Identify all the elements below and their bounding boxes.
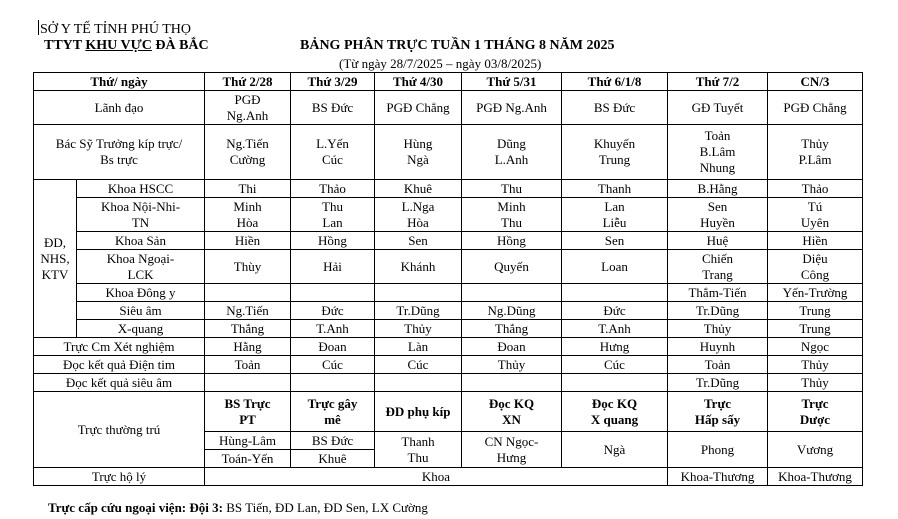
- schedule-cell: Tr.Dũng: [668, 374, 768, 392]
- org-underlined: KHU VỰC: [85, 38, 152, 53]
- schedule-cell: Quyến: [462, 250, 562, 284]
- footer-label: Trực cấp cứu ngoại viện: Đội 3:: [48, 500, 223, 515]
- schedule-cell: [375, 284, 462, 302]
- schedule-cell: Toản: [205, 356, 291, 374]
- schedule-cell: Thi: [205, 180, 291, 198]
- schedule-cell: GĐ Tuyết: [668, 91, 768, 125]
- schedule-cell: T.Anh: [291, 320, 375, 338]
- schedule-cell: [462, 284, 562, 302]
- schedule-cell: Hùng-Lâm: [205, 432, 291, 450]
- row-after: [34, 356, 863, 374]
- schedule-cell: Thu Lan: [291, 198, 375, 232]
- schedule-cell: Toản B.Lâm Nhung: [668, 125, 768, 180]
- row-bac-sy: [34, 125, 863, 180]
- row-label: Khoa Nội-Nhi- TN: [77, 198, 205, 232]
- org-name: SỞ Y TẾ TỈNH PHÚ THỌ: [40, 22, 192, 37]
- row-label: Trực hộ lý: [34, 468, 205, 486]
- row-after: [34, 374, 863, 392]
- schedule-cell: Hồng: [291, 232, 375, 250]
- schedule-cell: Minh Hòa: [205, 198, 291, 232]
- org-line-1: [38, 20, 191, 38]
- schedule-cell: Khuê: [375, 180, 462, 198]
- row-label: Khoa Đông y: [77, 284, 205, 302]
- schedule-cell: Đức: [562, 302, 668, 320]
- schedule-cell: PGĐ Chẳng: [768, 91, 863, 125]
- col-header-day: Thứ 3/29: [291, 73, 375, 91]
- schedule-cell: Khánh: [375, 250, 462, 284]
- schedule-cell: Thanh: [562, 180, 668, 198]
- duty-header: Trực Hấp sấy: [668, 392, 768, 432]
- row-group: [34, 232, 863, 250]
- row-after: [34, 338, 863, 356]
- duty-header: Đọc KQ XN: [462, 392, 562, 432]
- schedule-cell: Thu: [462, 180, 562, 198]
- schedule-cell: PGĐ Chẳng: [375, 91, 462, 125]
- schedule-cell: Thắm-Tiến: [668, 284, 768, 302]
- schedule-cell: Loan: [562, 250, 668, 284]
- schedule-cell: Thủy P.Lâm: [768, 125, 863, 180]
- schedule-cell: Hiền: [768, 232, 863, 250]
- col-header-day: Thứ 7/2: [668, 73, 768, 91]
- schedule-cell: Khoa-Thương: [668, 468, 768, 486]
- schedule-cell: B.Hằng: [668, 180, 768, 198]
- schedule-cell: Khuyến Trung: [562, 125, 668, 180]
- schedule-cell: CN Ngọc- Hưng: [462, 432, 562, 468]
- schedule-cell: Huynh: [668, 338, 768, 356]
- schedule-cell: [462, 374, 562, 392]
- schedule-cell: Phong: [668, 432, 768, 468]
- schedule-cell: Cúc: [291, 356, 375, 374]
- row-label: Đọc kết quả siêu âm: [34, 374, 205, 392]
- row-ho-ly: [34, 468, 863, 486]
- row-label: Siêu âm: [77, 302, 205, 320]
- schedule-cell: PGĐ Ng.Anh: [205, 91, 291, 125]
- schedule-cell: [291, 284, 375, 302]
- schedule-cell: Chiến Trang: [668, 250, 768, 284]
- col-header-label: Thứ/ ngày: [34, 73, 205, 91]
- schedule-cell: T.Anh: [562, 320, 668, 338]
- schedule-cell: Sen Huyền: [668, 198, 768, 232]
- schedule-cell: Khoa-Thương: [768, 468, 863, 486]
- col-header-day: Thứ 4/30: [375, 73, 462, 91]
- row-label: Khoa Sản: [77, 232, 205, 250]
- row-group: [34, 198, 863, 232]
- row-group: [34, 320, 863, 338]
- schedule-cell: Cúc: [562, 356, 668, 374]
- schedule-cell: Yến-Trường: [768, 284, 863, 302]
- schedule-cell: Dũng L.Anh: [462, 125, 562, 180]
- row-group: [34, 250, 863, 284]
- org-prefix: TTYT: [44, 38, 86, 53]
- schedule-cell: Hằng: [205, 338, 291, 356]
- schedule-cell: Ng.Tiến: [205, 302, 291, 320]
- duty-header: Đọc KQ X quang: [562, 392, 668, 432]
- row-group: [34, 284, 863, 302]
- page-subtitle: (Từ ngày 28/7/2025 – ngày 03/8/2025): [339, 56, 542, 71]
- schedule-cell: Toán-Yến: [205, 450, 291, 468]
- row-lanh-dao: [34, 91, 863, 125]
- group-label: ĐD, NHS, KTV: [34, 180, 77, 338]
- schedule-cell: Thủy: [375, 320, 462, 338]
- schedule-cell: Thắng: [205, 320, 291, 338]
- row-label: Khoa Ngoại- LCK: [77, 250, 205, 284]
- row-group: [34, 180, 863, 198]
- schedule-cell: Tú Uyên: [768, 198, 863, 232]
- schedule-cell: Vương: [768, 432, 863, 468]
- schedule-cell: Thảo: [291, 180, 375, 198]
- schedule-cell: Sen: [562, 232, 668, 250]
- schedule-cell: Minh Thu: [462, 198, 562, 232]
- schedule-cell: Tr.Dũng: [668, 302, 768, 320]
- org-suffix: ĐÀ BẮC: [151, 38, 209, 53]
- schedule-cell: Toản: [668, 356, 768, 374]
- col-header-day: CN/3: [768, 73, 863, 91]
- schedule-cell: Thủy: [768, 374, 863, 392]
- schedule-cell: BS Đức: [562, 91, 668, 125]
- schedule-cell: Thắng: [462, 320, 562, 338]
- row-label: Khoa HSCC: [77, 180, 205, 198]
- schedule-cell: Hiền: [205, 232, 291, 250]
- schedule-cell: Ngà: [562, 432, 668, 468]
- row-truc-thuong-tru-header: [34, 392, 863, 432]
- schedule-cell: Hưng: [562, 338, 668, 356]
- schedule-cell: Diệu Công: [768, 250, 863, 284]
- schedule-cell: Ngọc: [768, 338, 863, 356]
- schedule-cell: Ng.Dũng: [462, 302, 562, 320]
- schedule-cell: Thủy: [668, 320, 768, 338]
- schedule-cell: Đoan: [462, 338, 562, 356]
- schedule-cell: Tr.Dũng: [375, 302, 462, 320]
- header-row: [34, 73, 863, 91]
- row-label: Bác Sỹ Trưởng kíp trực/ Bs trực: [34, 125, 205, 180]
- schedule-cell: Hùng Ngà: [375, 125, 462, 180]
- schedule-cell: BS Đức: [291, 91, 375, 125]
- schedule-cell: BS Đức: [291, 432, 375, 450]
- schedule-table: [33, 72, 863, 486]
- schedule-cell: Lan Liễu: [562, 198, 668, 232]
- org-line-2: [44, 38, 209, 54]
- schedule-cell: [375, 374, 462, 392]
- text-cursor: [38, 20, 39, 35]
- schedule-cell: [562, 284, 668, 302]
- schedule-cell: [205, 374, 291, 392]
- schedule-cell: Thảo: [768, 180, 863, 198]
- row-label: Lãnh đạo: [34, 91, 205, 125]
- schedule-cell: Thanh Thu: [375, 432, 462, 468]
- row-label: Trực thường trú: [34, 392, 205, 468]
- schedule-cell: PGĐ Ng.Anh: [462, 91, 562, 125]
- schedule-cell: Đoan: [291, 338, 375, 356]
- row-label: Trực Cm Xét nghiệm: [34, 338, 205, 356]
- footer-note: [48, 500, 428, 516]
- schedule-cell: Khoa: [205, 468, 668, 486]
- col-header-day: Thứ 5/31: [462, 73, 562, 91]
- schedule-cell: L.Nga Hòa: [375, 198, 462, 232]
- col-header-day: Thứ 2/28: [205, 73, 291, 91]
- duty-header: Trực gây mê: [291, 392, 375, 432]
- schedule-cell: Làn: [375, 338, 462, 356]
- schedule-cell: Ng.Tiến Cường: [205, 125, 291, 180]
- schedule-cell: Trung: [768, 320, 863, 338]
- schedule-cell: Trung: [768, 302, 863, 320]
- schedule-cell: Thủy: [768, 356, 863, 374]
- schedule-cell: [291, 374, 375, 392]
- footer-text: BS Tiến, ĐD Lan, ĐD Sen, LX Cường: [222, 500, 428, 515]
- schedule-cell: Thùy: [205, 250, 291, 284]
- schedule-cell: Hải: [291, 250, 375, 284]
- schedule-cell: L.Yến Cúc: [291, 125, 375, 180]
- schedule-cell: Cúc: [375, 356, 462, 374]
- schedule-cell: [205, 284, 291, 302]
- col-header-day: Thứ 6/1/8: [562, 73, 668, 91]
- duty-header: BS Trực PT: [205, 392, 291, 432]
- row-label: X-quang: [77, 320, 205, 338]
- schedule-cell: Đức: [291, 302, 375, 320]
- duty-header: ĐD phụ kíp: [375, 392, 462, 432]
- schedule-cell: Huệ: [668, 232, 768, 250]
- row-label: Đọc kết quả Điện tim: [34, 356, 205, 374]
- schedule-cell: Hồng: [462, 232, 562, 250]
- schedule-cell: Sen: [375, 232, 462, 250]
- page-title: BẢNG PHÂN TRỰC TUẦN 1 THÁNG 8 NĂM 2025: [300, 38, 615, 53]
- row-group: [34, 302, 863, 320]
- schedule-cell: Khuê: [291, 450, 375, 468]
- schedule-cell: Thủy: [462, 356, 562, 374]
- duty-header: Trực Dược: [768, 392, 863, 432]
- schedule-cell: [562, 374, 668, 392]
